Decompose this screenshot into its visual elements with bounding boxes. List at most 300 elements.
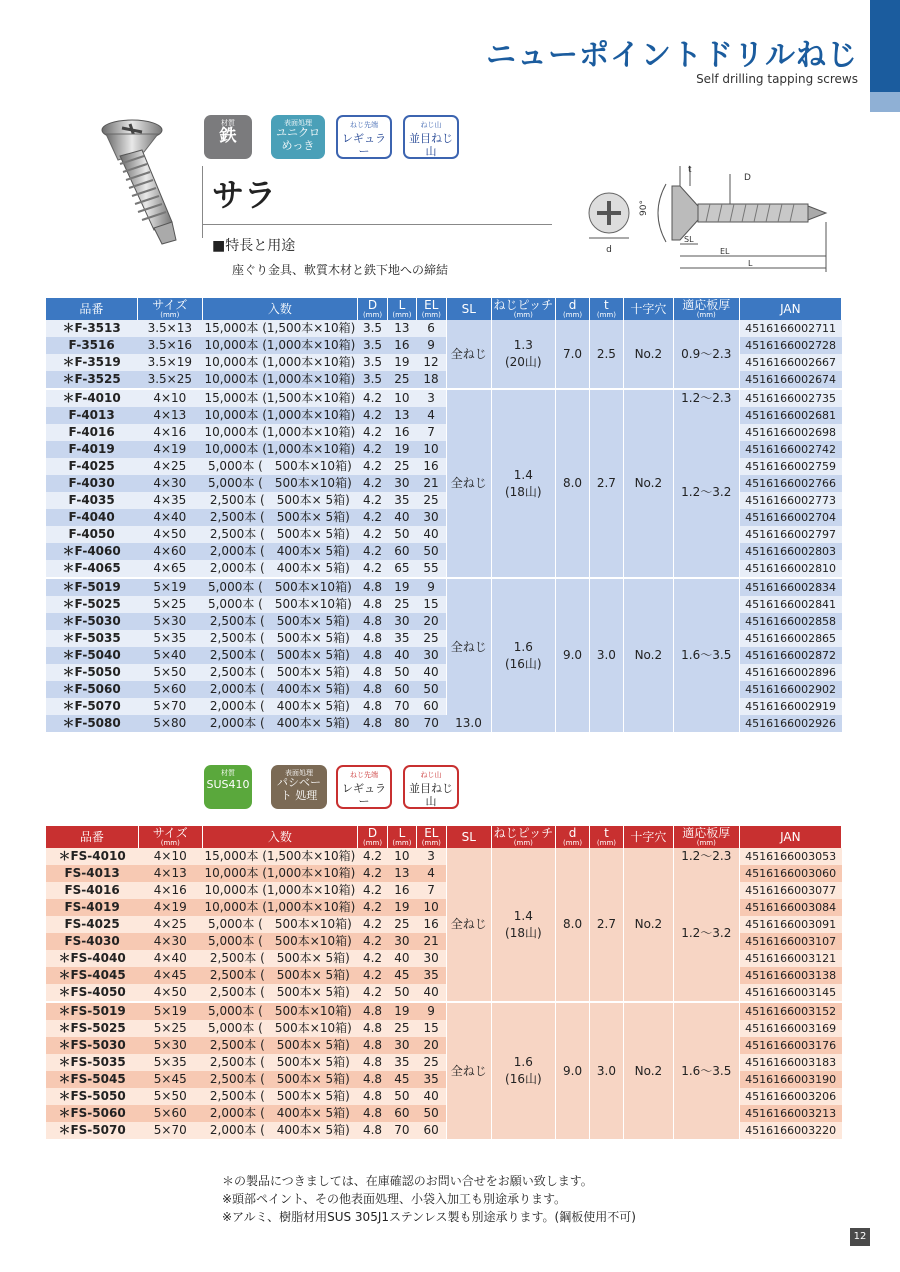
product-code: ＊FS-5045 [46,1071,138,1088]
spec-table-sus410 [46,826,842,1139]
size-cell: 5×35 [137,630,202,647]
quantity-cell: 15,000本 (1,500本×10箱) [202,389,357,407]
EL-cell: 20 [416,613,446,630]
column-label: SL [461,830,476,844]
column-header [416,298,446,320]
size-cell: 4×13 [138,865,202,882]
size-cell: 4×40 [138,950,202,967]
jan-code: 4516166003183 [739,1054,841,1071]
column-header [491,298,556,320]
pitch-threads: (16山) [504,656,542,671]
EL-cell: 7 [416,882,446,899]
size-cell: 4×25 [137,458,202,475]
EL-cell: 9 [416,1002,446,1020]
product-code: ＊FS-5019 [46,1002,138,1020]
size-cell: 4×50 [138,984,202,1002]
product-name: サラ [212,176,277,214]
quantity-cell: 2,500本 ( 500本× 5箱) [202,967,357,984]
quantity-cell: 2,000本 ( 400本× 5箱) [202,560,357,578]
jan-code: 4516166002667 [739,354,841,371]
L-cell: 19 [388,1002,417,1020]
table-row [46,848,842,865]
product-code: FS-4013 [46,865,138,882]
column-label: d [568,298,577,312]
size-cell: 4×50 [137,526,202,543]
EL-cell: 55 [416,560,446,578]
table-row [46,865,842,882]
jan-code: 4516166003053 [739,848,841,865]
sl-cell: 全ねじ [446,389,491,578]
table-row [46,578,842,596]
material-badge-sus: 材質 SUS410 [204,765,252,809]
title-rule [202,166,203,238]
product-code: ＊FS-5035 [46,1054,138,1071]
t-cell: 3.0 [589,578,623,732]
column-header [202,298,357,320]
product-code: ＊F-5050 [46,664,137,681]
EL-cell: 50 [416,681,446,698]
quantity-cell: 10,000本 (1,000本×10箱) [202,441,357,458]
column-label: t [604,298,609,312]
jan-code: 4516166002902 [739,681,841,698]
size-cell: 4×40 [137,509,202,526]
EL-cell: 12 [416,354,446,371]
L-cell: 50 [388,1088,417,1105]
column-unit: (mm) [696,839,716,847]
D-cell: 4.2 [357,933,387,950]
column-label: L [398,298,406,312]
jan-code: 4516166002704 [739,509,841,526]
D-cell: 4.2 [357,441,387,458]
column-label: D [367,826,378,840]
column-label: L [398,826,406,840]
column-label: t [604,826,609,840]
D-cell: 4.8 [357,630,387,647]
D-cell: 3.5 [357,320,387,337]
diagram-label-D: D [744,173,751,183]
diagram-label-d: d [606,245,612,255]
quantity-cell: 2,000本 ( 400本× 5箱) [202,1122,357,1139]
quantity-cell: 2,500本 ( 500本× 5箱) [202,1054,357,1071]
D-cell: 4.8 [357,578,387,596]
D-cell: 3.5 [357,371,387,389]
product-code: ＊F-4065 [46,560,137,578]
screw-photo [92,112,212,247]
product-code: ＊FS-4050 [46,984,138,1002]
jan-code: 4516166002872 [739,647,841,664]
column-label: 入数 [267,302,292,316]
column-label: ねじピッチ [493,298,554,312]
EL-cell: 10 [416,899,446,916]
product-code: ＊F-5070 [46,698,137,715]
size-cell: 4×30 [137,475,202,492]
plate-thickness-cell: 1.6～3.5 [673,1002,739,1139]
table-row [46,320,842,337]
quantity-cell: 5,000本 ( 500本×10箱) [202,933,357,950]
quantity-cell: 15,000本 (1,500本×10箱) [202,848,357,865]
brand-subtitle: Self drilling tapping screws [696,72,858,86]
EL-cell: 40 [416,664,446,681]
product-code: ＊F-5030 [46,613,137,630]
EL-cell: 9 [416,578,446,596]
t-cell: 2.7 [589,389,623,578]
pitch-cell [491,389,556,578]
page-number: 12 [850,1228,870,1246]
column-header [46,298,137,320]
D-cell: 4.8 [357,664,387,681]
column-unit: (mm) [596,311,616,319]
product-code: F-4050 [46,526,137,543]
d-cell: 9.0 [556,1002,590,1139]
brand-color-bar-light [870,92,900,112]
jan-code: 4516166002698 [739,424,841,441]
quantity-cell: 2,500本 ( 500本× 5箱) [202,492,357,509]
product-code: FS-4019 [46,899,138,916]
size-cell: 5×19 [138,1002,202,1020]
L-cell: 30 [388,933,417,950]
D-cell: 4.2 [357,526,387,543]
table-header-row [46,826,842,848]
column-header [739,826,841,848]
L-cell: 16 [388,337,417,354]
size-cell: 4×60 [137,543,202,560]
pitch-cell [491,320,556,389]
jan-code: 4516166002797 [739,526,841,543]
column-label: 入数 [267,830,292,844]
product-code: ＊F-5019 [46,578,137,596]
column-unit: (mm) [513,839,533,847]
quantity-cell: 2,000本 ( 400本× 5箱) [202,698,357,715]
product-code: ＊FS-5060 [46,1105,138,1122]
size-cell: 4×16 [138,882,202,899]
D-cell: 4.8 [357,698,387,715]
pitch-threads: (16山) [505,1072,542,1086]
size-cell: 5×30 [138,1037,202,1054]
size-cell: 4×13 [137,407,202,424]
EL-cell: 60 [416,698,446,715]
D-cell: 4.2 [357,458,387,475]
column-label: サイズ [152,826,188,840]
table-row [46,1002,842,1020]
column-header [138,826,202,848]
L-cell: 40 [388,647,417,664]
product-code: ＊FS-5030 [46,1037,138,1054]
EL-cell: 4 [416,865,446,882]
column-label: 品番 [79,830,104,844]
column-unit: (mm) [421,839,441,847]
column-label: D [367,298,378,312]
column-label: 品番 [79,302,104,316]
plate-thickness-cell: 1.2～3.2 [673,865,739,1002]
jan-code: 4516166002711 [739,320,841,337]
L-cell: 19 [388,354,417,371]
L-cell: 50 [388,664,417,681]
surface-treatment-badge-sus: 表面処理 パシベート 処理 [271,765,327,809]
product-code: F-3516 [46,337,137,354]
size-cell: 5×35 [138,1054,202,1071]
diagram-label-angle: 90° [639,200,649,216]
size-cell: 4×10 [137,389,202,407]
EL-cell: 21 [416,475,446,492]
jan-code: 4516166002759 [739,458,841,475]
pitch-value: 1.4 [513,908,533,923]
brand-title: ニューポイントドリルねじ [486,38,858,73]
quantity-cell: 2,000本 ( 400本× 5箱) [202,715,357,732]
column-unit: (mm) [513,311,533,319]
product-code: ＊F-4060 [46,543,137,560]
column-header [491,826,556,848]
t-cell: 3.0 [590,1002,624,1139]
size-cell: 4×30 [138,933,202,950]
quantity-cell: 15,000本 (1,500本×10箱) [202,320,357,337]
L-cell: 25 [388,371,417,389]
diagram-label-t: t [688,165,692,175]
quantity-cell: 5,000本 ( 500本×10箱) [202,916,357,933]
jan-code: 4516166002834 [739,578,841,596]
column-unit: (mm) [696,311,716,319]
size-cell: 4×19 [137,441,202,458]
L-cell: 10 [388,848,417,865]
jan-code: 4516166002865 [739,630,841,647]
quantity-cell: 10,000本 (1,000本×10箱) [202,865,357,882]
product-code: F-4025 [46,458,137,475]
column-header [673,298,739,320]
t-cell: 2.5 [589,320,623,389]
brand-color-bar [870,0,900,92]
EL-cell: 50 [416,1105,446,1122]
L-cell: 16 [388,424,417,441]
column-header [623,826,673,848]
size-cell: 3.5×13 [137,320,202,337]
jan-code: 4516166003220 [739,1122,841,1139]
diagram-label-SL: SL [684,235,694,244]
jan-code: 4516166003121 [739,950,841,967]
jan-code: 4516166003213 [739,1105,841,1122]
D-cell: 4.8 [357,681,387,698]
size-cell: 5×40 [137,647,202,664]
L-cell: 70 [388,698,417,715]
quantity-cell: 2,500本 ( 500本× 5箱) [202,1071,357,1088]
jan-code: 4516166002742 [739,441,841,458]
size-cell: 4×16 [137,424,202,441]
EL-cell: 16 [416,916,446,933]
product-code: F-4035 [46,492,137,509]
product-code: ＊FS-4045 [46,967,138,984]
L-cell: 40 [388,950,417,967]
column-label: 適応板厚 [682,298,731,312]
jan-code: 4516166002766 [739,475,841,492]
L-cell: 19 [388,578,417,596]
quantity-cell: 5,000本 ( 500本×10箱) [202,596,357,613]
product-code: ＊F-3525 [46,371,137,389]
L-cell: 35 [388,630,417,647]
L-cell: 16 [388,882,417,899]
cross-recess-cell: No.2 [623,848,673,1002]
sl-cell: 全ねじ [446,320,491,389]
L-cell: 25 [388,916,417,933]
cross-recess-cell: No.2 [623,1002,673,1139]
pitch-threads: (18山) [504,484,542,499]
product-code: ＊F-3513 [46,320,137,337]
column-label: EL [424,298,439,312]
jan-code: 4516166003084 [739,899,841,916]
column-unit: (mm) [421,311,441,319]
column-header [388,826,417,848]
EL-cell: 30 [416,647,446,664]
D-cell: 4.2 [357,424,387,441]
quantity-cell: 10,000本 (1,000本×10箱) [202,371,357,389]
D-cell: 4.8 [357,1037,387,1054]
column-header [357,826,387,848]
screw-dimension-diagram [580,160,840,278]
jan-code: 4516166003107 [739,933,841,950]
D-cell: 4.2 [357,984,387,1002]
column-header [137,298,202,320]
EL-cell: 25 [416,492,446,509]
surface-treatment-badge: 表面処理 ユニクロ めっき [271,115,325,159]
sl-cell: 全ねじ [446,1002,491,1139]
jan-code: 4516166003145 [739,984,841,1002]
L-cell: 30 [388,475,417,492]
quantity-cell: 2,000本 ( 400本× 5箱) [202,543,357,560]
column-label: JAN [780,302,801,316]
quantity-cell: 2,500本 ( 500本× 5箱) [202,509,357,526]
d-cell: 9.0 [556,578,590,732]
EL-cell: 40 [416,1088,446,1105]
EL-cell: 3 [416,389,446,407]
L-cell: 60 [388,1105,417,1122]
cross-recess-cell: No.2 [623,320,673,389]
quantity-cell: 2,500本 ( 500本× 5箱) [202,647,357,664]
D-cell: 4.8 [357,1020,387,1037]
jan-code: 4516166002728 [739,337,841,354]
product-code: ＊F-5025 [46,596,137,613]
D-cell: 4.8 [357,1071,387,1088]
jan-code: 4516166003169 [739,1020,841,1037]
EL-cell: 9 [416,337,446,354]
d-cell: 8.0 [556,848,590,1002]
column-unit: (mm) [392,311,412,319]
EL-cell: 7 [416,424,446,441]
size-cell: 3.5×16 [137,337,202,354]
L-cell: 25 [388,1020,417,1037]
D-cell: 4.8 [357,715,387,732]
size-cell: 5×50 [138,1088,202,1105]
product-code: F-4019 [46,441,137,458]
column-header [46,826,138,848]
D-cell: 4.2 [357,389,387,407]
pitch-threads: (18山) [505,925,542,940]
column-unit: (mm) [563,839,583,847]
quantity-cell: 5,000本 ( 500本×10箱) [202,1020,357,1037]
D-cell: 4.2 [357,475,387,492]
column-header [673,826,739,848]
quantity-cell: 10,000本 (1,000本×10箱) [202,354,357,371]
column-header [556,826,590,848]
D-cell: 4.8 [357,1105,387,1122]
column-label: EL [424,826,439,840]
size-cell: 5×19 [137,578,202,596]
D-cell: 4.8 [357,647,387,664]
L-cell: 13 [388,407,417,424]
D-cell: 4.8 [357,1054,387,1071]
L-cell: 13 [388,320,417,337]
jan-code: 4516166003060 [739,865,841,882]
size-cell: 4×35 [137,492,202,509]
D-cell: 3.5 [357,337,387,354]
spec-table-steel [46,298,842,732]
sl-cell: 全ねじ [446,848,491,1002]
L-cell: 60 [388,681,417,698]
table-row [46,389,842,407]
quantity-cell: 10,000本 (1,000本×10箱) [202,337,357,354]
column-header [739,298,841,320]
size-cell: 5×30 [137,613,202,630]
D-cell: 4.2 [357,865,387,882]
product-code: F-4016 [46,424,137,441]
jan-code: 4516166002674 [739,371,841,389]
jan-code: 4516166002681 [739,407,841,424]
L-cell: 45 [388,1071,417,1088]
size-cell: 4×25 [138,916,202,933]
D-cell: 4.2 [357,543,387,560]
L-cell: 30 [388,613,417,630]
size-cell: 5×45 [138,1071,202,1088]
column-unit: (mm) [362,311,383,319]
table-row [46,407,842,424]
L-cell: 13 [388,865,417,882]
column-header [589,298,623,320]
quantity-cell: 2,500本 ( 500本× 5箱) [202,984,357,1002]
size-cell: 5×50 [137,664,202,681]
product-code: FS-4030 [46,933,138,950]
size-cell: 5×25 [138,1020,202,1037]
product-code: ＊F-5035 [46,630,137,647]
thread-badge: ねじ山 並目ねじ山 [403,115,459,159]
sl-cell: 13.0 [446,715,491,732]
column-header [446,826,491,848]
d-cell: 7.0 [556,320,590,389]
L-cell: 35 [388,492,417,509]
pitch-threads: (20山) [504,355,542,369]
plate-thickness-cell: 1.2～2.3 [673,848,739,865]
screw-tip-badge-sus: ねじ先端 レギュラー [336,765,392,809]
quantity-cell: 2,500本 ( 500本× 5箱) [202,950,357,967]
quantity-cell: 2,500本 ( 500本× 5箱) [202,1037,357,1054]
EL-cell: 10 [416,441,446,458]
D-cell: 4.2 [357,509,387,526]
EL-cell: 25 [416,1054,446,1071]
D-cell: 4.2 [357,560,387,578]
D-cell: 4.2 [357,899,387,916]
EL-cell: 60 [416,1122,446,1139]
L-cell: 70 [388,1122,417,1139]
quantity-cell: 5,000本 ( 500本×10箱) [202,458,357,475]
product-code: ＊FS-4010 [46,848,138,865]
jan-code: 4516166002810 [739,560,841,578]
L-cell: 19 [388,441,417,458]
column-unit: (mm) [160,839,180,847]
jan-code: 4516166002841 [739,596,841,613]
jan-code: 4516166002803 [739,543,841,560]
EL-cell: 21 [416,933,446,950]
plate-thickness-cell: 0.9～2.3 [673,320,739,389]
product-code: F-4040 [46,509,137,526]
plate-thickness-cell: 1.6～3.5 [673,578,739,732]
column-unit: (mm) [362,839,383,847]
column-header [590,826,624,848]
size-cell: 5×60 [138,1105,202,1122]
